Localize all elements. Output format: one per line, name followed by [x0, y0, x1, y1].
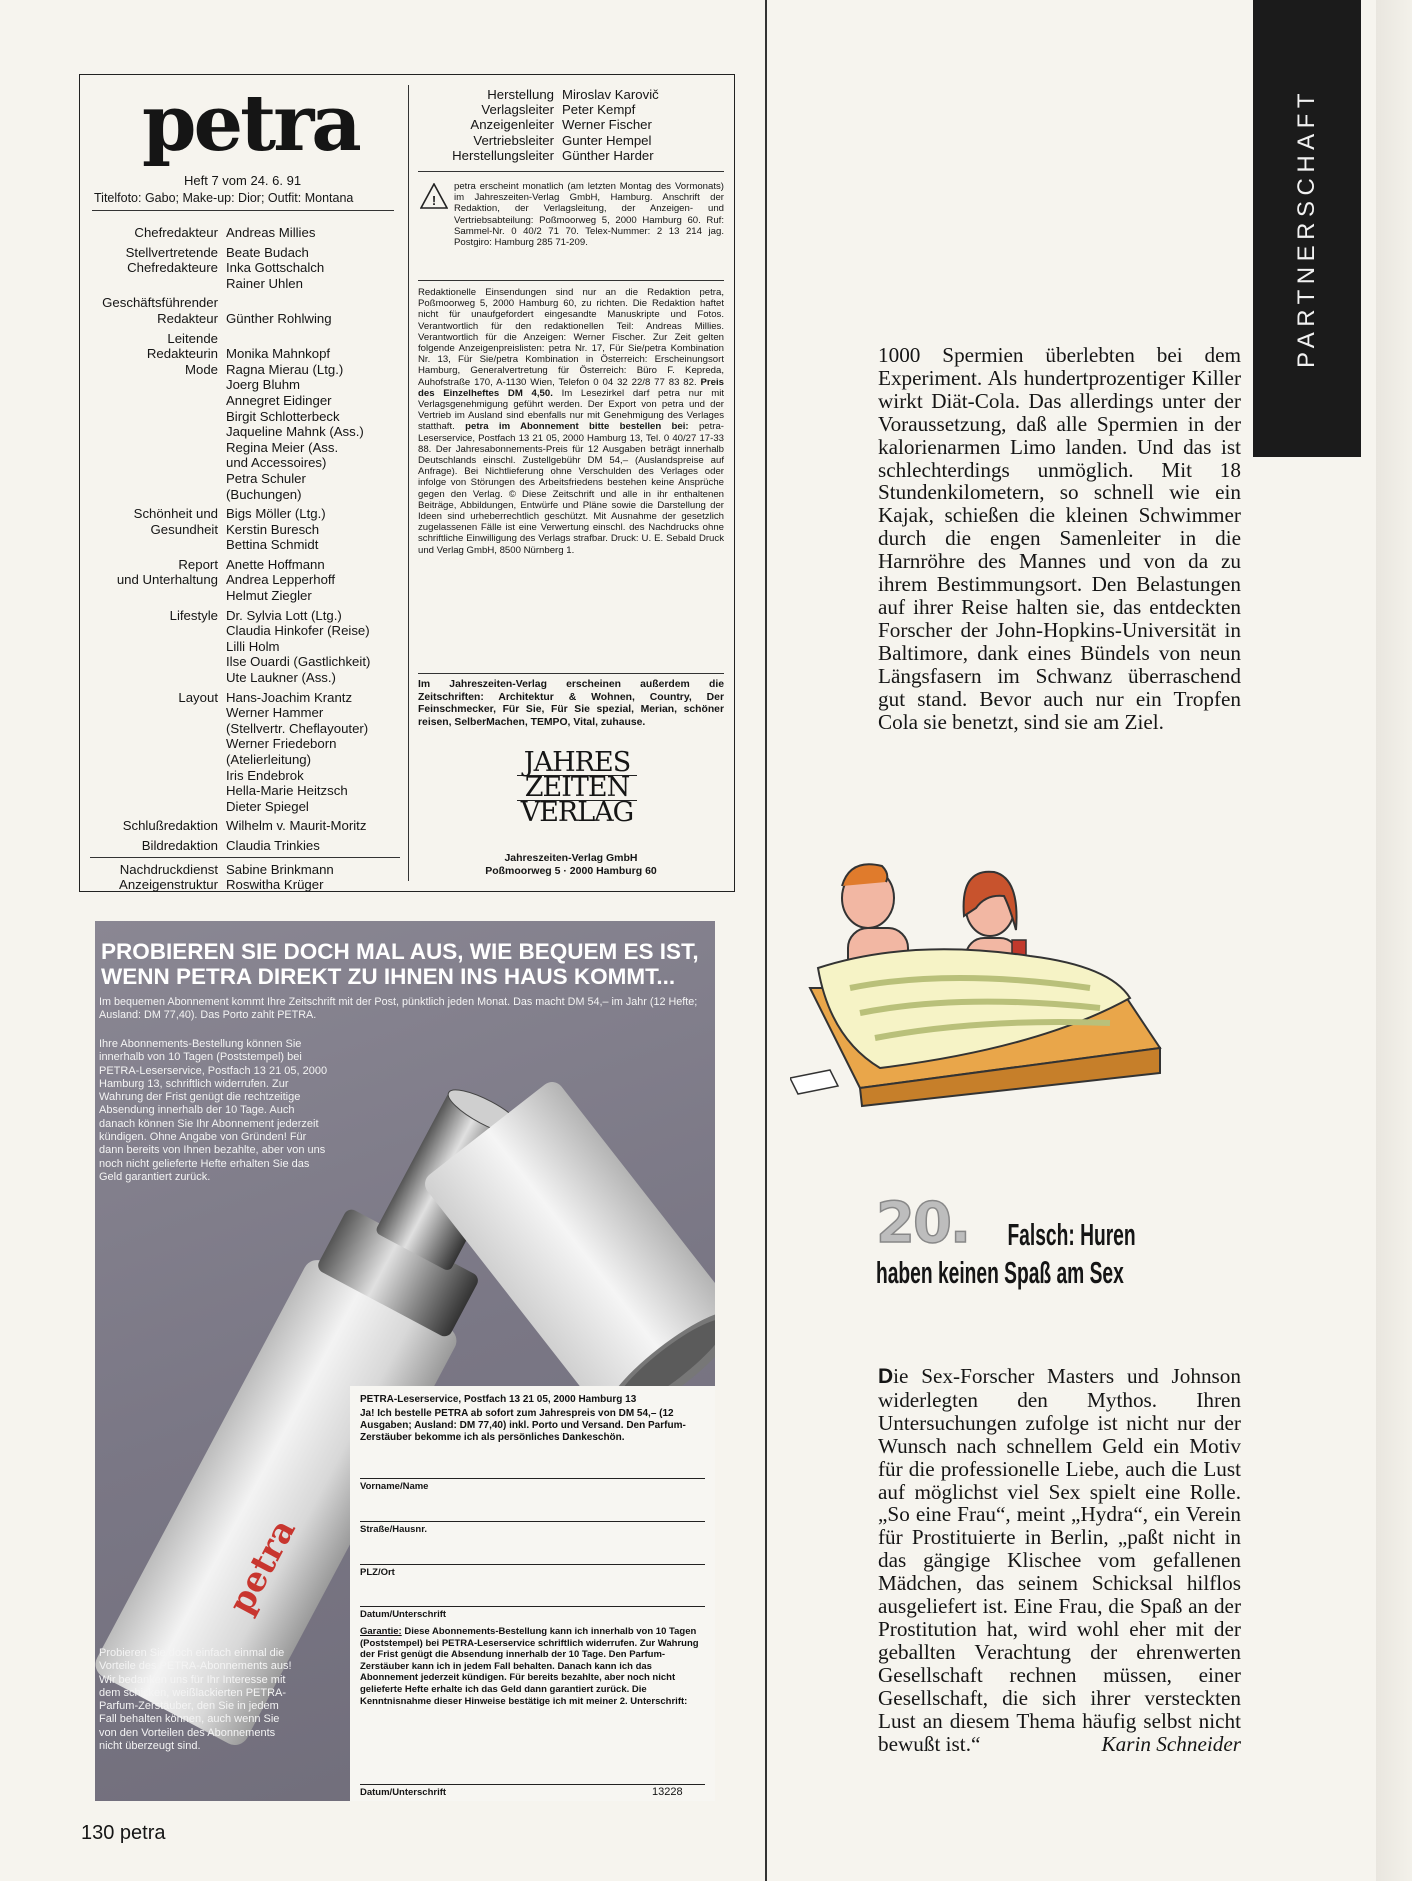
- titles-rule: [418, 673, 724, 674]
- management-role: Herstellung: [487, 87, 554, 102]
- staff-row: [90, 608, 400, 686]
- management-role: Anzeigenleiter: [470, 117, 554, 133]
- staff-row: [90, 331, 400, 362]
- staff-list: [90, 225, 400, 893]
- staff-names: Hans-Joachim Krantz Werner Hammer (Stellvertr. Cheflayouter) Werner Friedeborn (Atelierleitung) Iris Endebrok Hella-Marie Heitzsch Dieter Spiegel: [226, 689, 369, 814]
- other-titles: Im Jahreszeiten-Verlag erscheinen außerdem die Zeitschriften: Architektur & Wohnen, Country, Der Feinschmecker, Für Sie, Für Sie spezial, Merian, schöner reisen, SelberMachen, TEMPO, Vital, zuhause.: [418, 679, 724, 728]
- coupon-order-text: Ja! Ich bestelle PETRA ab sofort zum Jahrespreis von DM 54,– (12 Ausgaben; Ausland: DM 77,40) inkl. Porto und Versand. Den Parfum-Zerstäuber bekomme ich als persönliches Dankeschön.: [360, 1408, 686, 1443]
- staff-names: Wilhelm v. Maurit-Moritz: [226, 818, 367, 834]
- ad-headline: PROBIEREN SIE DOCH MAL AUS, WIE BEQUEM ES IST, WENN PETRA DIREKT ZU IHNEN INS HAUS KOMMT...: [101, 939, 699, 989]
- coupon-code: 13228: [652, 1786, 683, 1798]
- staff-role: Chefredakteur: [134, 225, 218, 240]
- svg-text:!: !: [431, 193, 437, 208]
- staff-role: Geschäftsführender Redakteur: [102, 295, 218, 326]
- management-row: [418, 87, 728, 102]
- coupon-line: [360, 1784, 705, 1785]
- petra-logo: petra: [142, 78, 359, 169]
- section-label: PARTNERSCHAFT: [1293, 88, 1320, 368]
- management-row: [418, 102, 728, 117]
- coupon-guarantee: Garantie: Diese Abonnements-Bestellung kann ich innerhalb von 10 Tagen (Poststempel) bei PETRA-Leserservice schriftlich widerrufen. Zur Wahrung der Frist genügt die Absendung innerhalb der 10 Tage. Den Parfum-Zerstäuber kann ich in jedem Fall behalten. Danach kann ich das Abonnement jederzeit kündigen. Für bereits bezahlte, aber noch nicht gelieferte Hefte erhalte ich das Geld dann garantiert zurück. Die Kenntnisnahme dieser Hinweise bestätige ich mit meiner 2. Unterschrift:: [360, 1626, 699, 1707]
- staff-role: Anzeigenstruktur: [119, 877, 218, 893]
- ad-intro: Im bequemen Abonnement kommt Ihre Zeitschrift mit der Post, pünktlich jeden Monat. Das macht DM 54,– im Jahr (12 Hefte; Ausland: DM 77,40). Das Porto zahlt PETRA.: [99, 996, 698, 1021]
- section-tab: [1253, 0, 1361, 457]
- author-signature: Karin Schneider: [1101, 1731, 1241, 1756]
- article-text-top: 1000 Spermien überlebten bei dem Experiment. Als hundertprozentiger Killer wirkt Diät-Cola. Das allerdings unter der Voraussetzung, daß alle Spermien in der kalorienarmen Limo landen. Und das ist schlechterdings unmöglich. Mit 18 Stundenkilometern, so schnell wie ein Kajak, schießen die kleinen Schwimmer durch die engen Samenleiter in die Harnröhre des Mannes und von da zu ihrem Bestimmungsort. Den Belastungen auf ihrer Reise halten sie, das entdeckten Forscher der John-Hopkins-Universität in Baltimore, dank eines Bündels von neun Längsfasern im Schwanz überraschend gut stand. Bevor auch nur ein Tropfen Cola sie benetzt, sind sie am Ziel.: [878, 343, 1241, 734]
- list-number: 20.: [876, 1191, 970, 1256]
- staff-role: Report und Unterhaltung: [116, 556, 218, 588]
- staff-row: [90, 295, 400, 326]
- staff-row: [90, 838, 400, 854]
- management-name: Peter Kempf: [562, 102, 636, 118]
- order-coupon: [350, 1386, 715, 1801]
- impressum-rule: [92, 210, 394, 211]
- atomizer-petra-label: petra: [221, 1512, 304, 1621]
- page-edge: [1376, 0, 1412, 1881]
- management-name: Miroslav Karovič: [562, 87, 659, 102]
- management-row: [418, 148, 728, 163]
- staff-names: Günther Rohlwing: [226, 310, 332, 326]
- cartoon-couple-in-bed-illustration: [790, 838, 1170, 1108]
- coupon-line: [360, 1606, 705, 1607]
- impressum-box: [79, 74, 735, 892]
- staff-rule: [90, 857, 400, 858]
- drop-cap: D: [878, 1365, 894, 1388]
- staff-names: Claudia Trinkies: [226, 837, 320, 853]
- staff-names: Beate Budach Inka Gottschalch Rainer Uhlen: [226, 244, 325, 291]
- staff-role: Leitende Redakteurin: [146, 330, 218, 362]
- ad-body: Ihre Abonnements-Bestellung können Sie innerhalb von 10 Tagen (Poststempel) bei PETRA-Leserservice, Postfach 13 21 05, 2000 Hamburg 13, schriftlich widerrufen. Zur Wahrung der Frist genügt die rechtzeitige Absendung innerhalb der 10 Tage. Auch danach können Sie Ihr Abonnement jederzeit kündigen. Ohne Angabe von Gründen! Für dann bereits von Ihnen bezahlte, aber von uns noch nicht gelieferte Hefte erhalten Sie das Geld garantiert zurück.: [99, 1038, 328, 1183]
- coupon-line: [360, 1478, 705, 1479]
- legal-rule: [418, 280, 724, 281]
- staff-names: Bigs Möller (Ltg.) Kerstin Buresch Bettina Schmidt: [226, 506, 326, 553]
- impressum-column-rule: [408, 85, 409, 881]
- staff-row: [90, 557, 400, 604]
- legal-text: Redaktionelle Einsendungen sind nur an die Redaktion petra, Poßmoorweg 5, 2000 Hamburg 60, zu richten. Die Redaktion haftet nicht für unaufgefordert eingesandte Manuskripte und Fotos. Verantwortlich für den redaktionellen Teil: Andreas Millies. Verantwortlich für die Anzeigen: Werner Fischer. Zur Zeit gelten folgende Anzeigenpreislisten: petra Nr. 17, Für Sie/petra Kombination Nr. 13, Für Sie/petra Kombination in Österreich: Erscheinungsort Hamburg, Generalvertretung für Österreich: Büro F. Kepreda, Auhofstraße 170, A-1130 Wien, Telefon 0 04 32 22/8 77 83 82. Preis des Einzelheftes DM 4,50. Im Lesezirkel darf petra nur mit Verlagsgenehmigung geführt werden. Der Export von petra und der Vertrieb im Ausland sind ebenfalls nur mit Genehmigung des Verlages statthaft. petra im Abonnement bitte bestellen bei: petra-Leserservice, Postfach 13 21 05, 2000 Hamburg 13, Tel. 0 40/27 17-33 88. Der Jahresabonnements-Preis für 12 Ausgaben beträgt innerhalb Deutschlands einschl. Zustellgebühr DM 54,– (Auslandspreise auf Anfrage). Bei Nichtlieferung ohne Verschulden des Verlages oder infolge von Störungen des Arbeitsfriedens bestehen keine Ansprüche gegen den Verlag. © Diese Zeitschrift und alle in ihr enthaltenen Beiträge, Abbildungen, Entwürfe und Pläne sowie die Darstellung der Ideen sind urheberrechtlich geschützt. Mit Ausnahme der gesetzlich zugelassenen Fälle ist eine Verwertung einschl. des Nachdrucks ohne schriftliche Einwilligung des Verlags strafbar. Druck: U. E. Sebald Druck und Verlag GmbH, 8500 Nürnberg 1.: [418, 287, 724, 556]
- management-name: Gunter Hempel: [562, 132, 652, 148]
- management-role: Herstellungsleiter: [452, 147, 554, 163]
- staff-names: Dr. Sylvia Lott (Ltg.) Claudia Hinkofer (Reise) Lilli Holm Ilse Ouardi (Gastlichkeit) Ute Laukner (Ass.): [226, 607, 371, 686]
- staff-names: Sabine Brinkmann: [226, 861, 334, 877]
- staff-role: Schlußredaktion: [122, 818, 218, 834]
- signature-field-label: Datum/Unterschrift: [360, 1609, 447, 1620]
- coupon-address: PETRA-Leserservice, Postfach 13 21 05, 2000 Hamburg 13: [360, 1394, 637, 1405]
- management-list: [418, 87, 728, 163]
- coupon-line: [360, 1521, 705, 1522]
- staff-row: [90, 362, 400, 502]
- management-role: Vertriebsleiter: [473, 132, 554, 148]
- article-text-bottom: Die Sex-Forscher Masters und Johnson widerlegten den Mythos. Ihren Untersuchungen zufolge ist nicht nur der Wunsch nach schnellem Geld ein Motiv für die professionelle Liebe, auch die Lust auf möglichst viel Sex spielt eine Rolle. „So eine Frau“, meint „Hydra“, ein Verein für Prostituierte in Berlin, „paßt nicht in das gängige Klischee vom gefallenen Mädchen, das seinem Schicksal hilflos ausgeliefert ist. Eine Frau, die Spaß an der Prostitution hat, wird wohl eher mit der geballten Verachtung der ehrenwerten Gesellschaft rechnen müssen, einer Gesellschaft, die sich ihrer versteckten Lust an diesem Thema häufig selbst nicht bewußt ist.“ Karin Schneider: [878, 1364, 1241, 1756]
- staff-role: Stellvertretende Chefredakteure: [125, 244, 218, 276]
- management-row: [418, 117, 728, 132]
- staff-role: Layout: [178, 689, 218, 705]
- publisher-address: Jahreszeiten-Verlag GmbH Poßmoorweg 5 · 2000 Hamburg 60: [485, 852, 657, 877]
- issue-date: Heft 7 vom 24. 6. 91: [184, 173, 302, 188]
- staff-row: [90, 877, 400, 893]
- warning-triangle-icon: [420, 183, 448, 209]
- ad-footer: Probieren Sie doch einfach einmal die Vorteile des PETRA-Abonnements aus! Wir bedanken uns für Ihr Interesse mit dem schicken, weißlackierten PETRA-Parfum-Zerstäuber, den Sie in jedem Fall behalten können, auch wenn Sie von den Vorteilen des Abonnements nicht überzeugt sind.: [99, 1647, 292, 1753]
- staff-names: Andreas Millies: [226, 225, 316, 240]
- staff-role: Mode: [185, 361, 218, 377]
- article-headline: Falsch: Huren haben keinen Spaß am Sex: [876, 1217, 1136, 1290]
- name-field-label: Vorname/Name: [360, 1481, 429, 1492]
- management-rule: [418, 171, 724, 172]
- staff-row: [90, 690, 400, 815]
- column-divider: [765, 0, 767, 1881]
- staff-row: [90, 225, 400, 241]
- management-name: Günther Harder: [562, 147, 654, 163]
- title-credit: Titelfoto: Gabo; Make-up: Dior; Outfit: Montana: [94, 191, 354, 205]
- staff-names: Ragna Mierau (Ltg.) Joerg Bluhm Annegret Eidinger Birgit Schlotterbeck Jaqueline Mahnk (Ass.) Regina Meier (Ass. und Accessoires) Petra Schuler (Buchungen): [226, 361, 364, 502]
- staff-role: Nachdruckdienst: [119, 861, 218, 877]
- staff-names: Monika Mahnkopf: [226, 346, 331, 362]
- page-number: 130 petra: [81, 1822, 166, 1844]
- management-row: [418, 133, 728, 148]
- signature2-field-label: Datum/Unterschrift: [360, 1787, 447, 1798]
- staff-names: Anette Hoffmann Andrea Lepperhoff Helmut Ziegler: [226, 556, 336, 604]
- publisher-note: petra erscheint monatlich (am letzten Montag des Vormonats) im Jahreszeiten-Verlag GmbH, Hamburg. Anschrift der Redaktion, der Verlagsleitung, der Anzeigen- und Vertriebsabteilung: Poßmoorweg 5, 2000 Hamburg 60. Ruf: Sammel-Nr. 0 40/2 71 70. Telex-Nummer: 2 13 214 jag. Postgiro: Hamburg 285 71-209.: [454, 181, 724, 249]
- staff-role: Lifestyle: [169, 607, 218, 623]
- street-field-label: Straße/Hausnr.: [360, 1524, 428, 1535]
- staff-role: Schönheit und Gesundheit: [133, 506, 218, 537]
- staff-row: [90, 245, 400, 292]
- subscription-ad: [95, 921, 715, 1801]
- staff-names: Roswitha Krüger: [226, 877, 324, 893]
- staff-row: [90, 506, 400, 553]
- staff-row: [90, 862, 400, 878]
- jahreszeiten-verlag-logo: JAHRES ZEITEN VERLAG: [517, 751, 637, 825]
- staff-row: [90, 818, 400, 834]
- coupon-line: [360, 1564, 705, 1565]
- management-role: Verlagsleiter: [481, 102, 554, 118]
- city-field-label: PLZ/Ort: [360, 1567, 395, 1578]
- management-name: Werner Fischer: [562, 117, 652, 133]
- staff-role: Bildredaktion: [141, 837, 218, 853]
